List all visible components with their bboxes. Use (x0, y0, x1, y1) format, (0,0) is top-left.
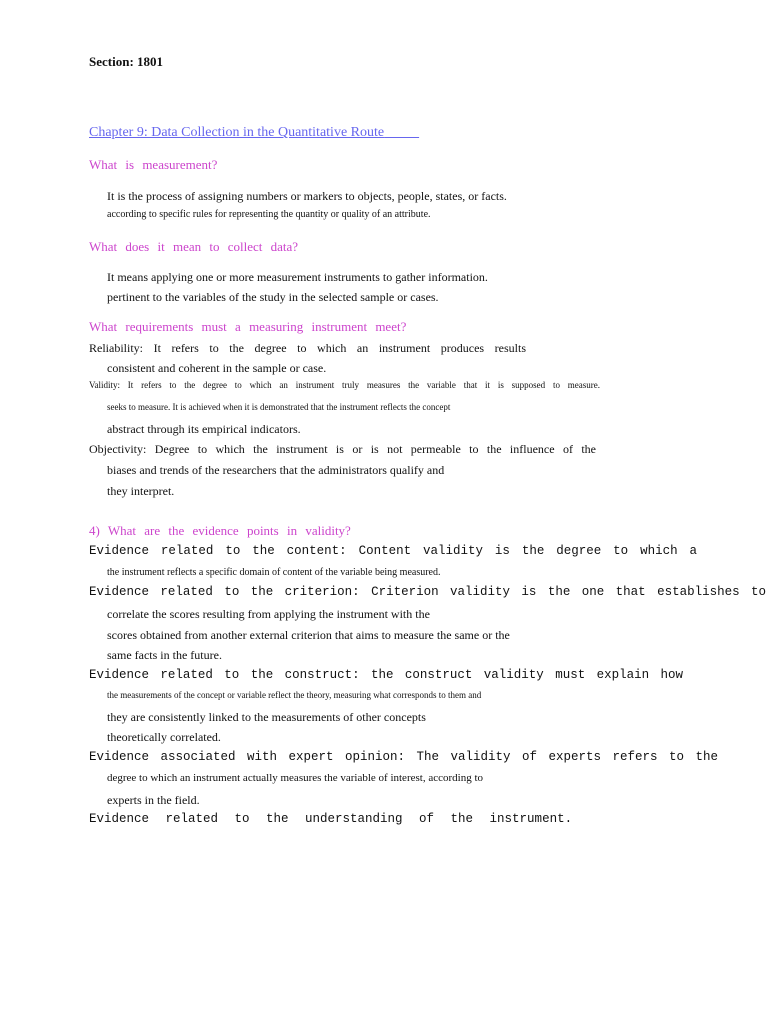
question-requirements: What requirements must a measuring instrument meet? (89, 319, 407, 334)
objectivity-line-2: biases and trends of the researchers that the administrators qualify and (107, 463, 445, 477)
evidence-criterion-line-2: correlate the scores resulting from applying the instrument with the (107, 607, 430, 621)
objectivity-line-1: Objectivity: Degree to which the instrument is or is not permeable to the influence of the (89, 442, 596, 456)
evidence-expert-line-1: Evidence associated with expert opinion: The validity of experts refers to the (89, 750, 718, 764)
validity-line-3: abstract through its empirical indicators. (107, 422, 301, 436)
answer-measurement-line-2: according to specific rules for representing the quantity or quality of an attribute. (107, 209, 431, 220)
validity-line-2: seeks to measure. It is achieved when it is demonstrated that the instrument reflects the concept (107, 402, 451, 412)
reliability-line-1: Reliability: It refers to the degree to which an instrument produces results (89, 341, 526, 355)
evidence-construct-line-3: they are consistently linked to the measurements of other concepts (107, 710, 426, 724)
evidence-understanding: Evidence related to the understanding of the instrument. (89, 812, 573, 826)
reliability-line-2: consistent and coherent in the sample or case. (107, 361, 327, 375)
evidence-construct-line-1: Evidence related to the construct: the construct validity must explain how (89, 668, 683, 682)
evidence-criterion-line-1: Evidence related to the criterion: Criterion validity is the one that establishes to (89, 585, 766, 599)
question-collect-data: What does it mean to collect data? (89, 239, 299, 254)
evidence-content-line-2: the instrument reflects a specific domain of content of the variable being measured. (107, 567, 441, 578)
evidence-construct-line-2: the measurements of the concept or variable reflect the theory, measuring what corresponds to them and (107, 690, 482, 700)
validity-line-1: Validity: It refers to the degree to which an instrument truly measures the variable that it is supposed to measure. (89, 380, 600, 390)
answer-measurement-line-1: It is the process of assigning numbers or markers to objects, people, states, or facts. (107, 189, 507, 203)
chapter-title: Chapter 9: Data Collection in the Quantitative Route (89, 125, 385, 140)
answer-collect-data-line-1: It means applying one or more measurement instruments to gather information. (107, 270, 488, 284)
objectivity-line-3: they interpret. (107, 484, 175, 498)
answer-collect-data-line-2: pertinent to the variables of the study in the selected sample or cases. (107, 290, 439, 304)
question-evidence-validity: 4) What are the evidence points in validity? (89, 523, 351, 538)
evidence-content-line-1: Evidence related to the content: Content validity is the degree to which a (89, 544, 697, 558)
question-measurement: What is measurement? (89, 157, 218, 172)
evidence-expert-line-2: degree to which an instrument actually measures the variable of interest, according to (107, 772, 483, 784)
evidence-construct-line-4: theoretically correlated. (107, 730, 221, 744)
evidence-criterion-line-3: scores obtained from another external criterion that aims to measure the same or the (107, 628, 510, 642)
section-label: Section: 1801 (89, 54, 164, 69)
evidence-expert-line-3: experts in the field. (107, 793, 200, 807)
evidence-criterion-line-4: same facts in the future. (107, 648, 222, 662)
